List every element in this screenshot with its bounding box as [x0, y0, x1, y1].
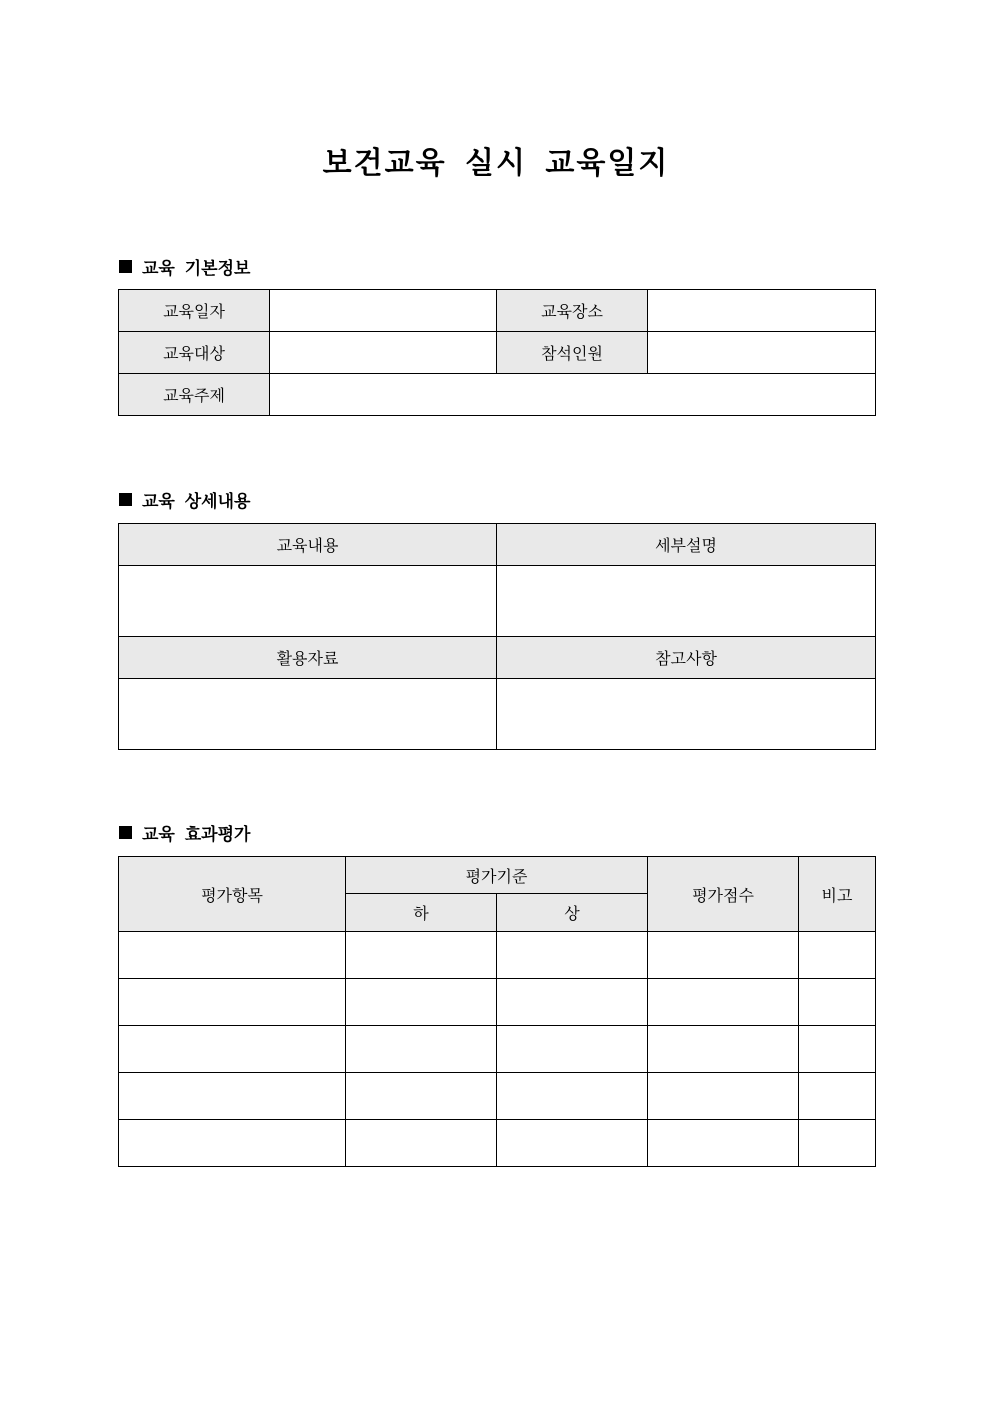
low-field[interactable] — [346, 1026, 497, 1073]
page-title: 보건교육 실시 교육일지 — [322, 146, 670, 181]
score-field[interactable] — [648, 1026, 799, 1073]
notes-field[interactable] — [497, 679, 876, 750]
attendees-field[interactable] — [648, 332, 876, 374]
date-label: 교육일자 — [119, 290, 270, 332]
item-field[interactable] — [119, 979, 346, 1026]
item-label: 평가항목 — [119, 857, 346, 932]
low-field[interactable] — [346, 1073, 497, 1120]
square-icon — [119, 260, 132, 273]
section-heading-detail-label: 교육 상세내용 — [142, 492, 251, 512]
description-label: 세부설명 — [497, 524, 876, 566]
table-row — [119, 1120, 876, 1167]
low-label: 하 — [346, 894, 497, 932]
high-field[interactable] — [497, 1073, 648, 1120]
attendees-label: 참석인원 — [497, 332, 648, 374]
high-label: 상 — [497, 894, 648, 932]
low-field[interactable] — [346, 979, 497, 1026]
high-field[interactable] — [497, 1026, 648, 1073]
section-heading-evaluation-label: 교육 효과평가 — [142, 825, 251, 845]
remarks-field[interactable] — [799, 932, 876, 979]
date-field[interactable] — [270, 290, 497, 332]
score-label: 평가점수 — [648, 857, 799, 932]
low-field[interactable] — [346, 1120, 497, 1167]
low-field[interactable] — [346, 932, 497, 979]
section-heading-basic — [119, 254, 250, 279]
notes-label: 참고사항 — [497, 637, 876, 679]
high-field[interactable] — [497, 979, 648, 1026]
detail-table — [118, 523, 876, 750]
materials-label: 활용자료 — [119, 637, 497, 679]
remarks-field[interactable] — [799, 1026, 876, 1073]
evaluation-table — [118, 856, 876, 1167]
score-field[interactable] — [648, 1120, 799, 1167]
remarks-label: 비고 — [799, 857, 876, 932]
materials-field[interactable] — [119, 679, 497, 750]
target-field[interactable] — [270, 332, 497, 374]
section-heading-detail — [119, 487, 250, 512]
content-field[interactable] — [119, 566, 497, 637]
score-field[interactable] — [648, 932, 799, 979]
topic-label: 교육주제 — [119, 374, 270, 416]
criteria-label: 평가기준 — [346, 857, 648, 894]
high-field[interactable] — [497, 932, 648, 979]
remarks-field[interactable] — [799, 979, 876, 1026]
high-field[interactable] — [497, 1120, 648, 1167]
table-row — [119, 979, 876, 1026]
section-heading-evaluation — [119, 820, 250, 845]
score-field[interactable] — [648, 1073, 799, 1120]
place-label: 교육장소 — [497, 290, 648, 332]
table-row — [119, 1073, 876, 1120]
remarks-field[interactable] — [799, 1073, 876, 1120]
square-icon — [119, 826, 132, 839]
description-field[interactable] — [497, 566, 876, 637]
score-field[interactable] — [648, 979, 799, 1026]
target-label: 교육대상 — [119, 332, 270, 374]
table-row — [119, 1026, 876, 1073]
item-field[interactable] — [119, 1073, 346, 1120]
section-heading-basic-label: 교육 기본정보 — [142, 259, 251, 279]
item-field[interactable] — [119, 932, 346, 979]
square-icon — [119, 493, 132, 506]
content-label: 교육내용 — [119, 524, 497, 566]
table-row — [119, 932, 876, 979]
basic-info-table — [118, 289, 876, 416]
item-field[interactable] — [119, 1120, 346, 1167]
topic-field[interactable] — [270, 374, 876, 416]
remarks-field[interactable] — [799, 1120, 876, 1167]
item-field[interactable] — [119, 1026, 346, 1073]
place-field[interactable] — [648, 290, 876, 332]
